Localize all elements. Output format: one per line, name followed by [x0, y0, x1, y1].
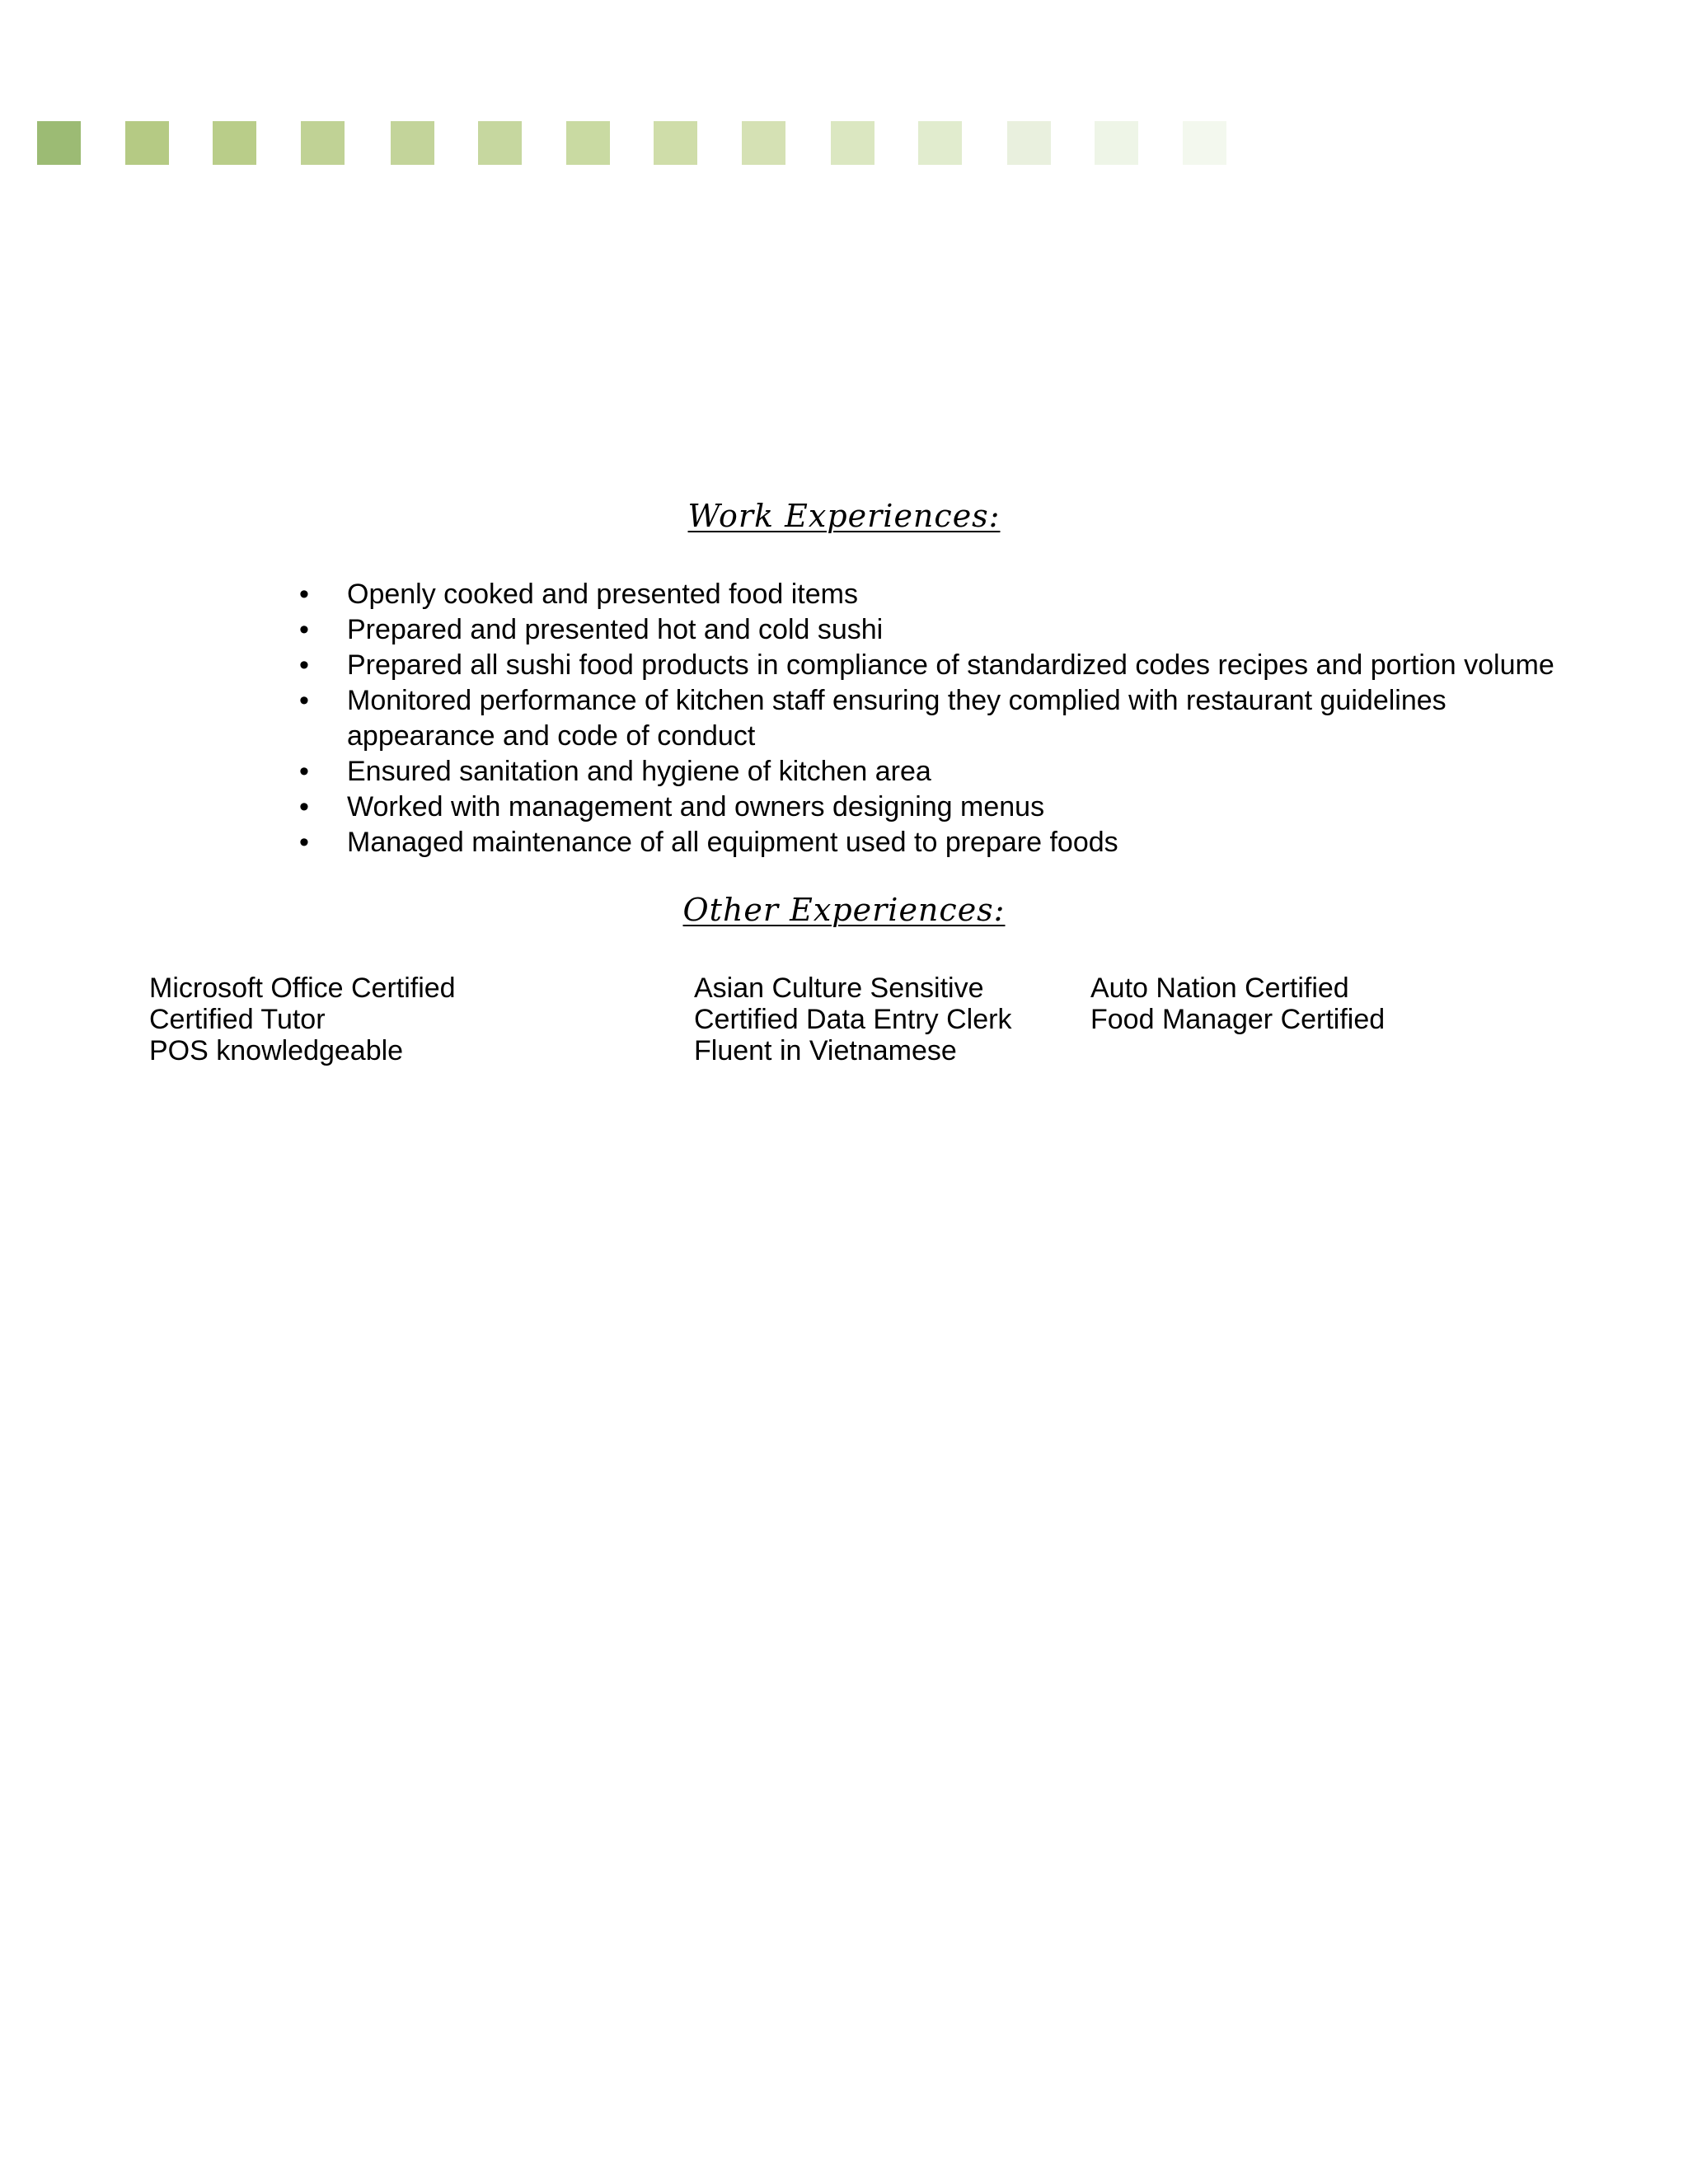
- decorative-square: [1007, 121, 1051, 165]
- skill-item: Certified Tutor: [149, 1004, 326, 1035]
- decorative-square: [1095, 121, 1138, 165]
- list-item-text: Prepared and presented hot and cold sushi: [347, 614, 884, 645]
- decorative-square: [742, 121, 785, 165]
- skill-item: Auto Nation Certified: [1090, 972, 1349, 1004]
- bullet-icon: •: [299, 827, 309, 858]
- list-item: [295, 612, 1597, 648]
- decorative-square: [213, 121, 256, 165]
- work-experiences-heading: [0, 498, 1688, 534]
- list-item-text: Monitored performance of kitchen staff ensuring they complied with restaurant guidelines appearance and code of conduct: [347, 685, 1447, 752]
- decorative-square: [654, 121, 697, 165]
- decorative-square: [566, 121, 610, 165]
- other-experiences-column-3: [1090, 972, 1385, 1035]
- decorative-square: [301, 121, 345, 165]
- decorative-square: [918, 121, 962, 165]
- list-item-text: Ensured sanitation and hygiene of kitchen area: [347, 756, 931, 787]
- decorative-square: [1183, 121, 1226, 165]
- list-item-text: Prepared all sushi food products in compliance of standardized codes recipes and portion volume: [347, 649, 1554, 681]
- bullet-icon: •: [299, 649, 309, 681]
- decorative-square: [831, 121, 874, 165]
- bullet-icon: •: [299, 614, 309, 645]
- list-item: [295, 754, 1597, 790]
- skill-item: Microsoft Office Certified: [149, 972, 456, 1004]
- other-experiences-column-1: [149, 972, 456, 1066]
- list-item-text: Managed maintenance of all equipment used to prepare foods: [347, 827, 1118, 858]
- skill-item: Food Manager Certified: [1090, 1004, 1386, 1035]
- list-item: [295, 683, 1597, 754]
- skill-item: POS knowledgeable: [149, 1035, 404, 1066]
- work-experiences-list: [295, 577, 1597, 860]
- decorative-square: [478, 121, 522, 165]
- bullet-icon: •: [299, 579, 309, 610]
- list-item: [295, 790, 1597, 825]
- other-experiences-heading-text: Other Experiences:: [682, 892, 1006, 928]
- list-item: [295, 825, 1597, 860]
- skill-item: Asian Culture Sensitive: [694, 972, 984, 1004]
- list-item: [295, 648, 1597, 683]
- list-item-text: Openly cooked and presented food items: [347, 579, 858, 610]
- bullet-icon: •: [299, 756, 309, 787]
- list-item-text: Worked with management and owners designing menus: [347, 791, 1045, 823]
- skill-item: Fluent in Vietnamese: [694, 1035, 957, 1066]
- list-item: [295, 577, 1597, 612]
- work-experiences-heading-text: Work Experiences:: [687, 498, 1001, 534]
- decorative-square: [125, 121, 169, 165]
- bullet-icon: •: [299, 791, 309, 823]
- other-experiences-heading: [0, 892, 1688, 928]
- bullet-icon: •: [299, 685, 309, 716]
- decorative-square: [391, 121, 434, 165]
- decorative-squares-row: [37, 121, 1232, 165]
- skill-item: Certified Data Entry Clerk: [694, 1004, 1012, 1035]
- decorative-square: [37, 121, 81, 165]
- other-experiences-column-2: [694, 972, 1011, 1066]
